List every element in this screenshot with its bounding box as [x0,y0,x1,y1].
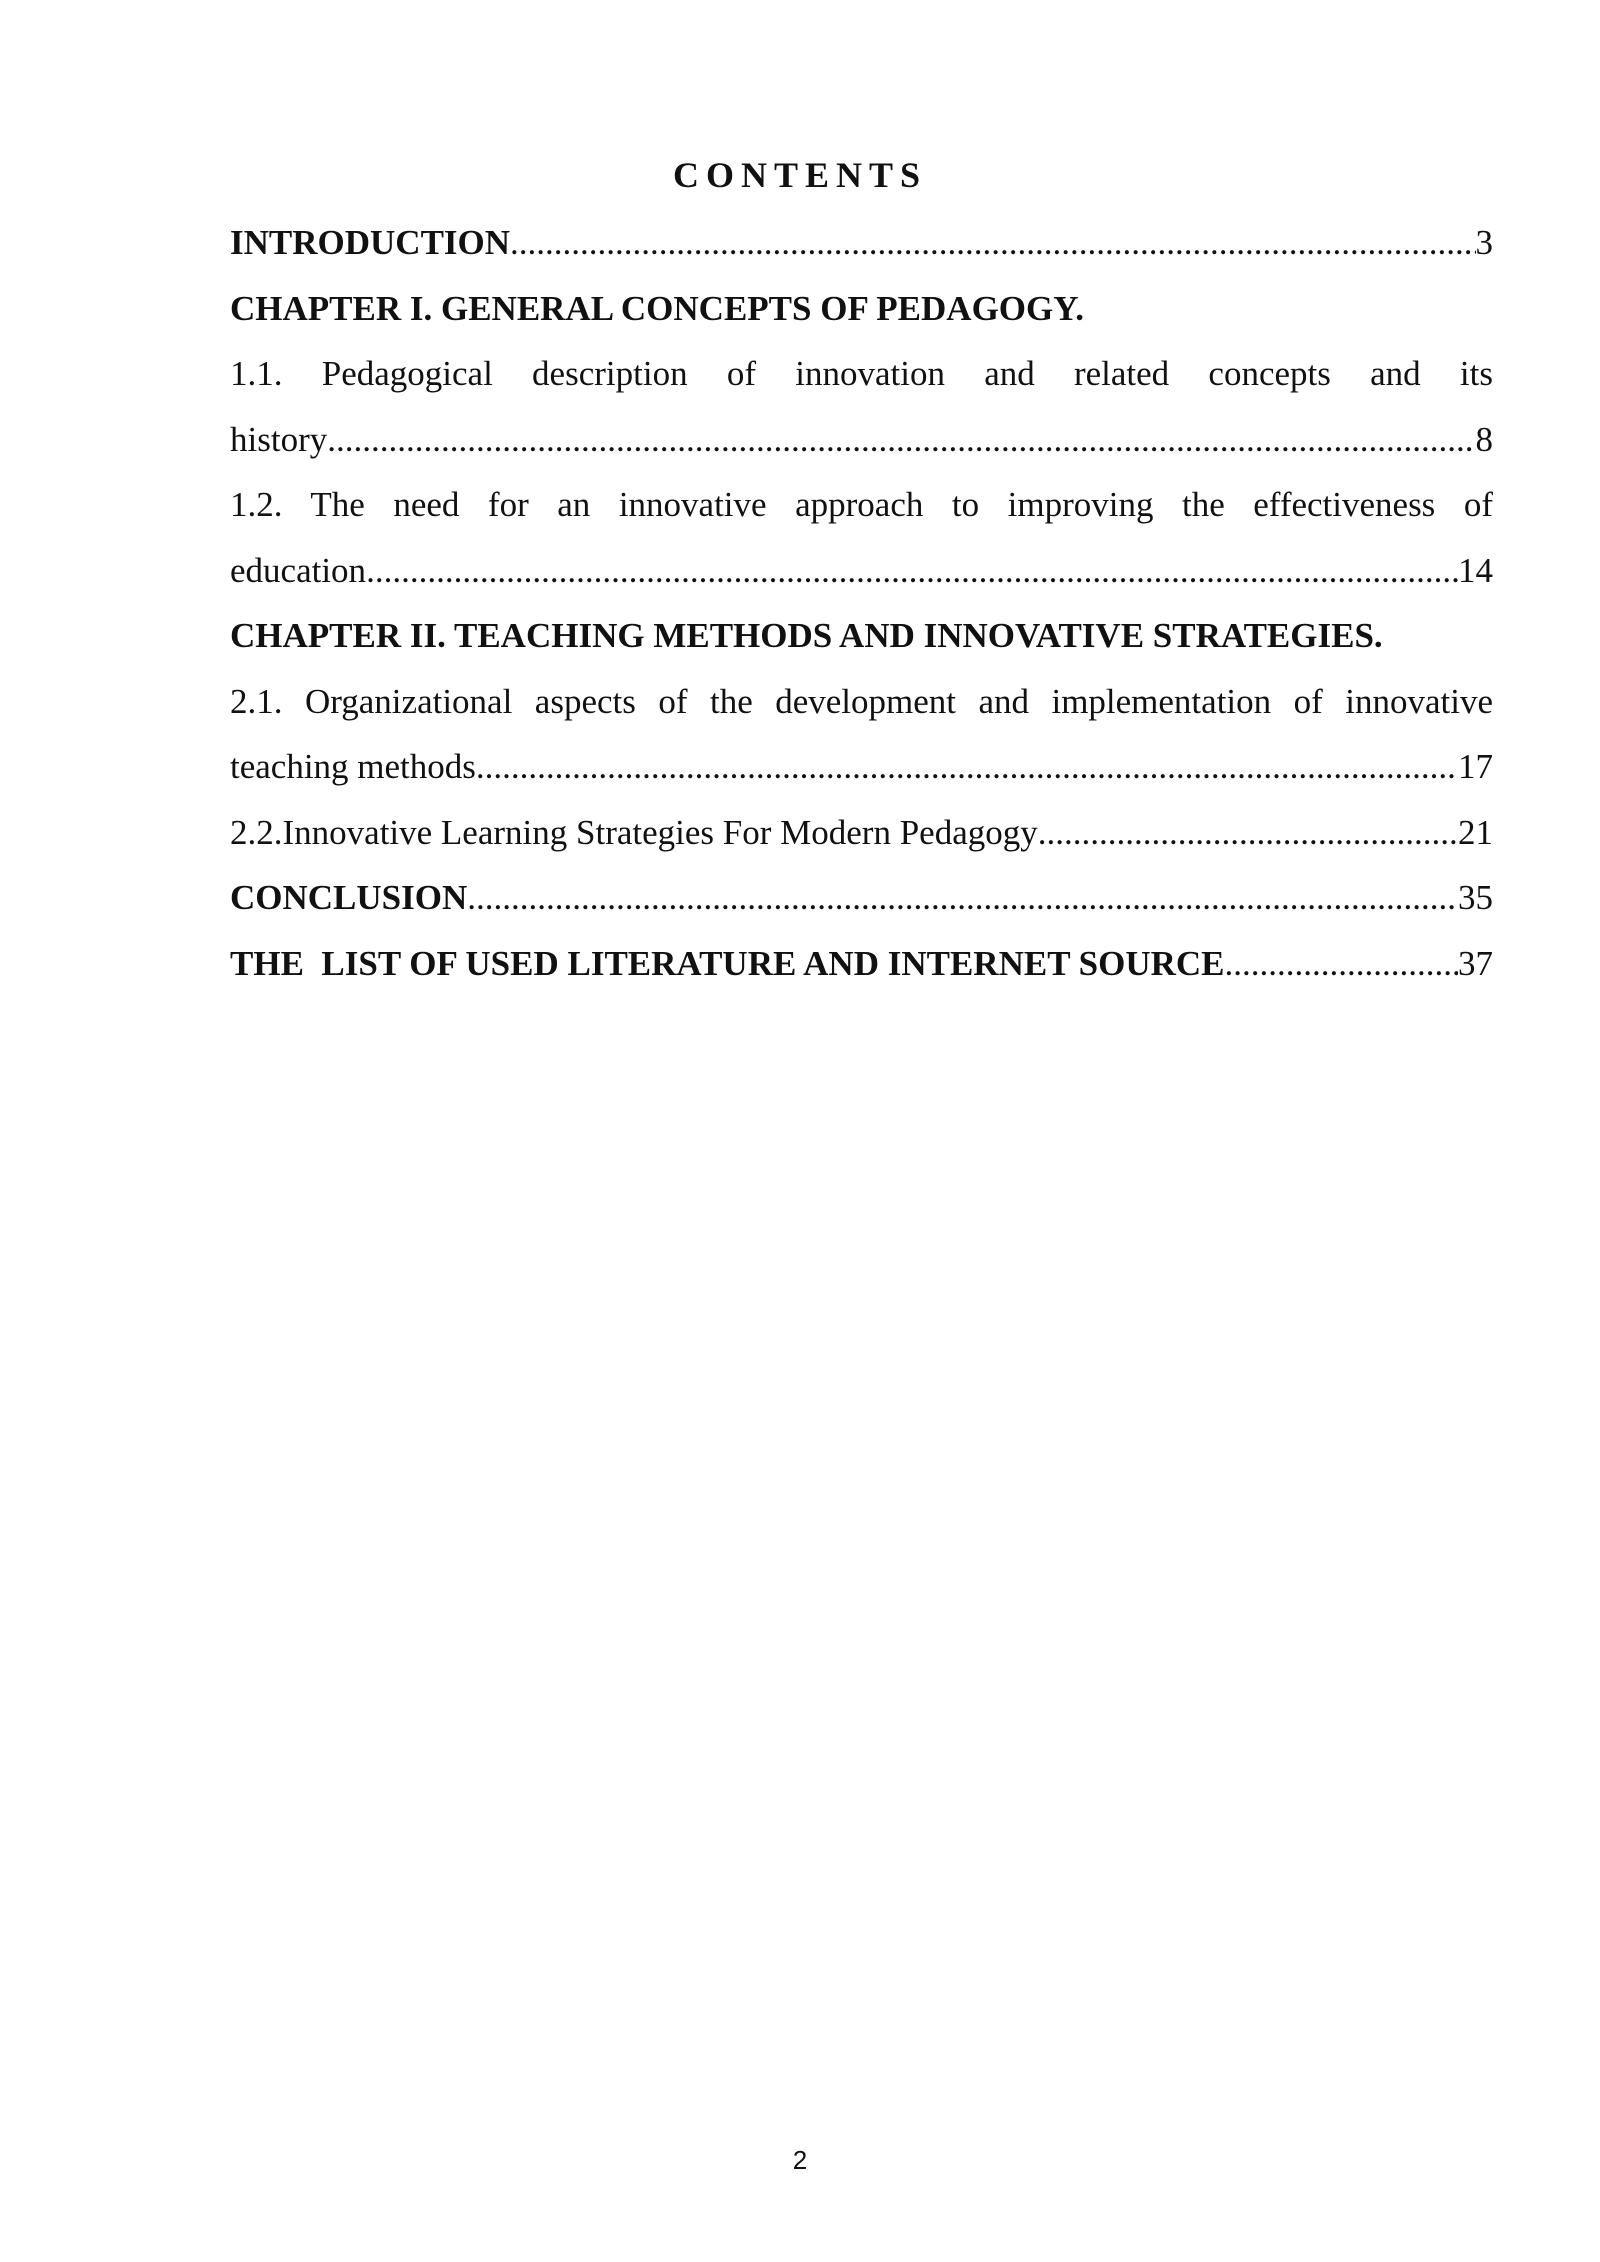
toc-entry-label: history [230,419,328,459]
toc-entry-1-1-line2[interactable] [230,407,1493,473]
toc-entry-2-1-line1[interactable]: 2.1. Organizational aspects of the development and implementation of innovative [230,681,1493,721]
dot-leader [327,407,1475,473]
dot-leader [476,734,1458,800]
toc-entry-introduction[interactable] [230,210,1493,276]
toc-chapter-1-heading[interactable]: CHAPTER I. GENERAL CONCEPTS OF PEDAGOGY. [230,288,1085,328]
toc-entry-label: teaching methods [230,747,476,786]
dot-leader [366,538,1458,604]
dot-leader [467,865,1458,931]
toc-page-number: 14 [1458,550,1493,590]
toc-entry-2-1-line2[interactable] [230,734,1493,800]
toc-page-number: 8 [1475,419,1493,459]
table-of-contents [230,210,1493,996]
toc-page-number: 3 [1475,223,1493,262]
toc-entry-literature[interactable] [230,931,1493,997]
dot-leader [1225,931,1458,997]
toc-entry-label: INTRODUCTION [230,223,511,262]
toc-page-number: 37 [1458,943,1493,983]
toc-entry-label: 2.2.Innovative Learning Strategies For Modern Pedagogy [230,812,1038,852]
toc-chapter-2-heading[interactable]: CHAPTER II. TEACHING METHODS AND INNOVATIVE STRATEGIES. [230,616,1383,655]
dot-leader [510,210,1475,276]
toc-entry-1-2-line1[interactable]: 1.2. The need for an innovative approach to improving the effectiveness of [230,485,1493,524]
toc-entry-label: CONCLUSION [230,878,468,917]
toc-entry-conclusion[interactable] [230,865,1493,931]
toc-entry-2-2[interactable] [230,800,1493,866]
toc-page-number: 17 [1458,747,1493,786]
toc-entry-1-2-line2[interactable] [230,538,1493,604]
toc-title: CONTENTS [672,155,928,195]
toc-page-number: 21 [1458,812,1493,852]
toc-entry-1-1-line1[interactable]: 1.1. Pedagogical description of innovation and related concepts and its [230,354,1493,393]
dot-leader [1038,800,1458,866]
toc-entry-label: THE LIST OF USED LITERATURE AND INTERNET SOURCE [230,943,1225,983]
page-number: 2 [792,2145,808,2175]
toc-page-number: 35 [1458,878,1493,917]
toc-entry-label: education [230,550,367,590]
